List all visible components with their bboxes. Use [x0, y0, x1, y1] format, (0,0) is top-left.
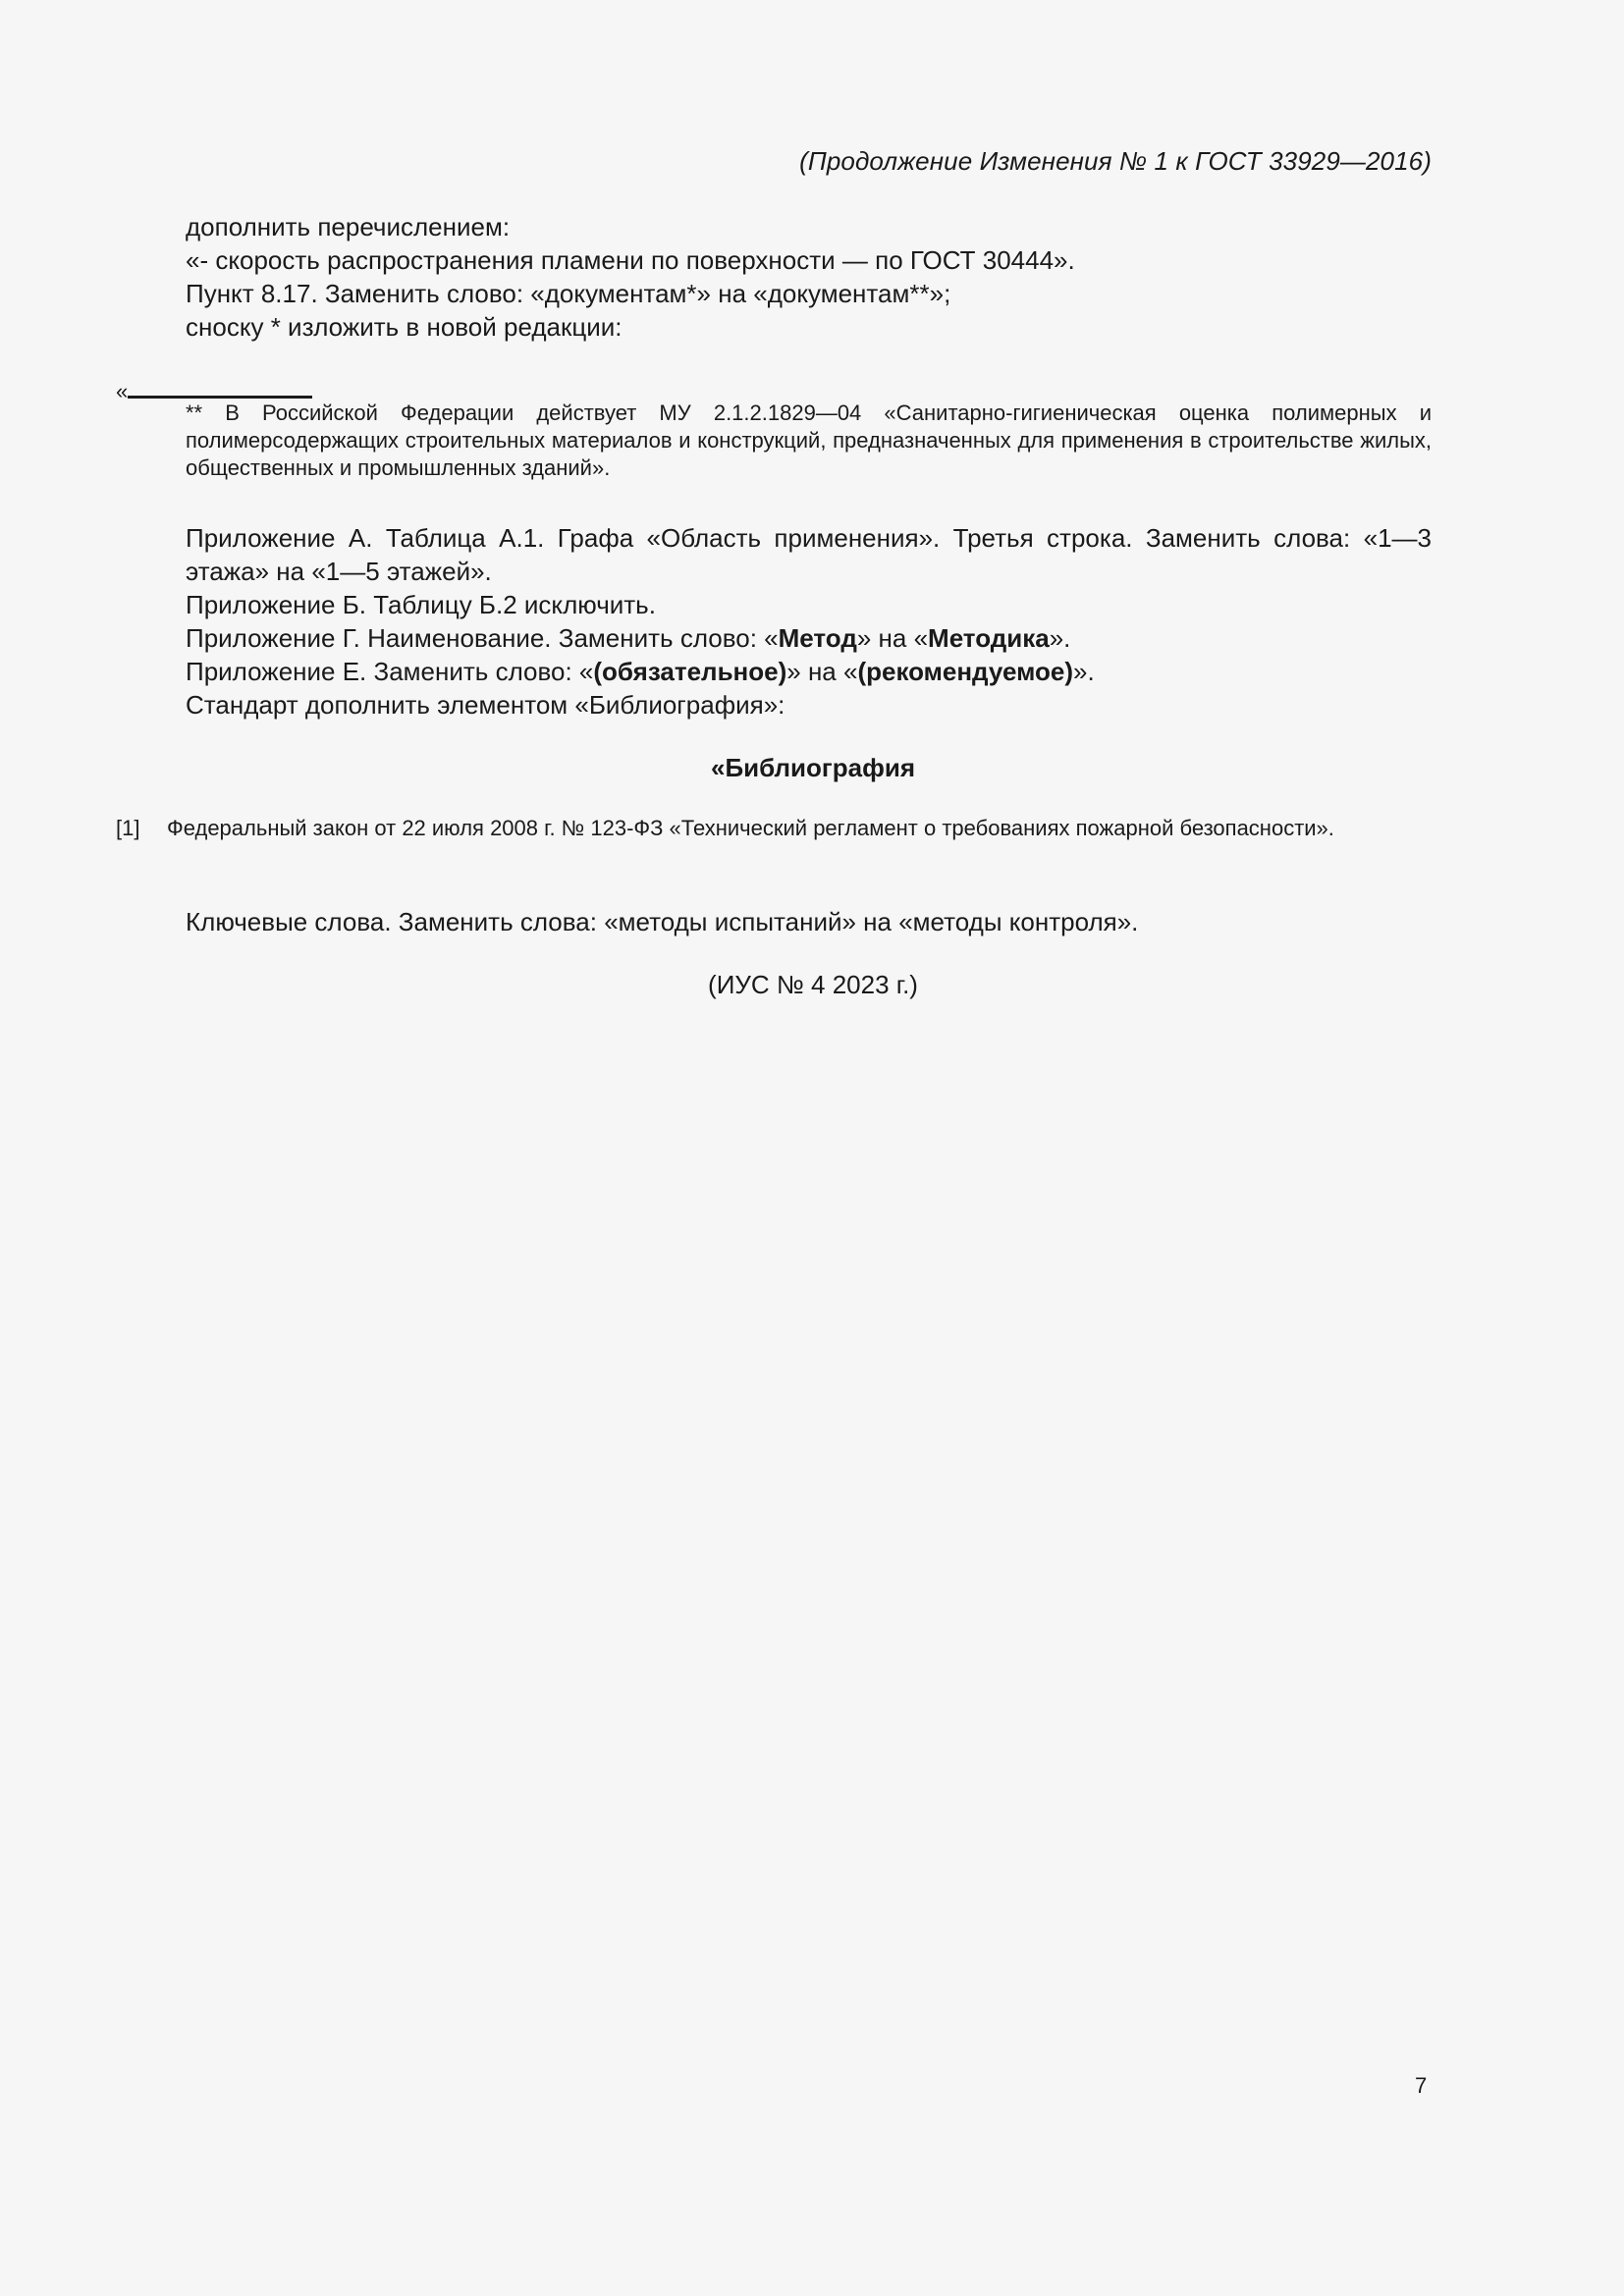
text-fragment: » на «: [856, 623, 929, 653]
bibliography-text: Федеральный закон от 22 июля 2008 г. № 123-ФЗ «Технический регламент о требованиях пожарной безопасности».: [167, 816, 1334, 840]
footnote-rule: [128, 396, 312, 399]
body-line: Пункт 8.17. Заменить слово: «документам*» на «документам**»;: [186, 279, 951, 308]
text-fragment: ».: [1073, 657, 1095, 686]
bibliography-number: [1]: [116, 816, 140, 840]
footnote-body: ** В Российской Федерации действует МУ 2.1.2.1829—04 «Санитарно-гигиеническая оценка полимерных и полимерсодержащих строительных материалов и конструкций, предназначенных для применения в строительстве жилых, общественных и промышленных зданий».: [186, 400, 1432, 480]
footnote-text: [116, 400, 1432, 482]
page-number: 7: [1415, 2073, 1428, 2098]
appendix-a-text: Приложение А. Таблица А.1. Графа «Область применения». Третья строка. Заменить слова: «1—3 этажа» на «1—5 этажей».: [186, 523, 1432, 586]
appendix-a-paragraph: [116, 521, 1432, 588]
open-quote: «: [116, 379, 129, 403]
keywords-paragraph: Ключевые слова. Заменить слова: «методы испытаний» на «методы контроля».: [186, 907, 1139, 936]
text-fragment: ».: [1049, 623, 1071, 653]
bibliography-intro: Стандарт дополнить элементом «Библиография»:: [186, 690, 785, 720]
body-line: дополнить перечислением:: [186, 212, 511, 241]
bibliography-title: «Библиография: [711, 753, 915, 782]
appendix-e-paragraph: [116, 655, 1432, 688]
ius-reference: (ИУС № 4 2023 г.): [708, 970, 918, 999]
text-fragment: Приложение Г. Наименование. Заменить слово: «: [186, 623, 779, 653]
text-fragment: Приложение Е. Заменить слово: «: [186, 657, 594, 686]
new-term: Методика: [928, 623, 1050, 653]
old-term: (обязательное): [593, 657, 787, 686]
running-header: (Продолжение Изменения № 1 к ГОСТ 33929—2016): [799, 146, 1432, 176]
body-line: сноску * изложить в новой редакции:: [186, 312, 623, 342]
appendix-b-paragraph: Приложение Б. Таблицу Б.2 исключить.: [186, 590, 656, 619]
body-line: «- скорость распространения пламени по поверхности — по ГОСТ 30444».: [186, 245, 1075, 275]
bibliography-entry: [116, 814, 1432, 843]
text-fragment: » на «: [786, 657, 858, 686]
appendix-g-paragraph: [116, 621, 1432, 655]
old-term: Метод: [778, 623, 857, 653]
new-term: (рекомендуемое): [857, 657, 1074, 686]
